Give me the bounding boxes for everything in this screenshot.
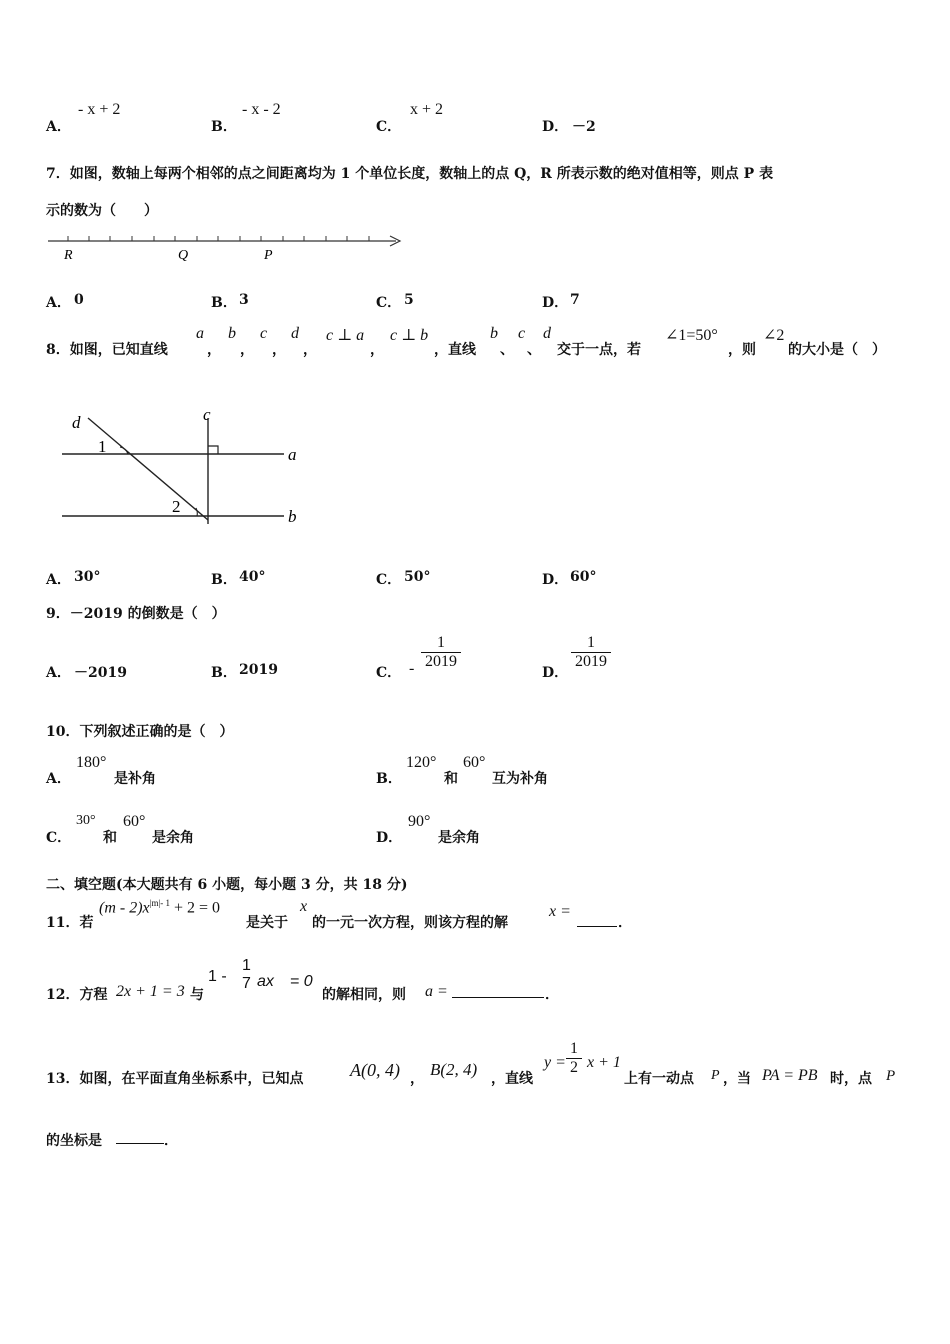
q13-line2: 的坐标是 xyxy=(46,1133,102,1149)
q12-eq2-denominator: 7 xyxy=(242,975,251,992)
q8-var-b2: b xyxy=(490,325,498,342)
q8-option-d-text: 60° xyxy=(570,569,597,585)
q10-option-b-and: 和 xyxy=(444,771,458,787)
q13-prefix: 13．如图，在平面直角坐标系中，已知点 xyxy=(46,1071,304,1087)
q8-comma-3: ， xyxy=(272,342,286,358)
q12-mid2: 的解相同，则 xyxy=(322,987,406,1003)
q12-var: a = xyxy=(425,983,448,1000)
q8-angle-2: ∠2 xyxy=(763,327,785,344)
axis-label-q: Q xyxy=(178,248,189,263)
q12-end: ． xyxy=(545,987,559,1003)
section-2-title: 二、填空题(本大题共有 6 小题，每小题 3 分，共 18 分) xyxy=(46,877,408,893)
q13-mid: ，直线 xyxy=(491,1071,533,1087)
q8-var-b: b xyxy=(228,325,236,342)
q13-condition: PA = PB xyxy=(762,1067,818,1084)
q7-option-c-text: 5 xyxy=(404,292,414,308)
q6-option-a-label: A． xyxy=(46,119,71,135)
q13-p-2: P xyxy=(886,1068,896,1084)
angle-1-arc xyxy=(120,447,128,454)
q8-option-c-text: 50° xyxy=(404,569,431,585)
q12-eq2-pre: 1 - xyxy=(208,968,227,985)
q13-answer-blank[interactable] xyxy=(116,1131,164,1144)
q6-option-d-label: D． xyxy=(542,119,569,135)
q10-option-b-math2: 60° xyxy=(463,754,486,771)
q6-option-b-label: B． xyxy=(211,119,237,135)
q7-stem-line2: 示的数为（ ） xyxy=(46,203,158,219)
q6-option-c-expr: x + 2 xyxy=(410,101,444,118)
q8-var-a: a xyxy=(196,325,204,342)
q12-eq2-post: ax = 0 xyxy=(257,973,313,990)
q11-prefix: 11．若 xyxy=(46,915,94,931)
q9-option-c-fraction xyxy=(421,634,461,671)
q6-option-c-label: C． xyxy=(376,119,402,135)
q13-p-1: P xyxy=(711,1068,720,1083)
q11-eq-rest: + 2 = 0 xyxy=(170,899,221,917)
q9-option-c-sign: - xyxy=(409,660,415,677)
q10-stem: 10．下列叙述正确的是（ ） xyxy=(46,724,234,740)
q11-mid: 是关于 xyxy=(246,915,288,931)
q9-d-numerator: 1 xyxy=(587,634,595,651)
number-line-figure xyxy=(44,228,406,268)
fig-label-a: a xyxy=(288,445,297,464)
q8-option-d-label: D． xyxy=(542,572,569,588)
q9-option-c-label: C． xyxy=(376,665,402,681)
q8-comma-5: ， xyxy=(370,342,384,358)
q8-comma-2: ， xyxy=(240,342,254,358)
q12-equation-1: 2x + 1 = 3 xyxy=(116,983,185,1000)
fig-label-2: 2 xyxy=(172,497,181,516)
axis-label-r: R xyxy=(64,248,73,263)
q7-option-c-label: C． xyxy=(376,295,402,311)
q9-c-numerator: 1 xyxy=(437,634,445,651)
axis-label-p: P xyxy=(264,248,273,263)
q11-eq-exponent: |m|- 1 xyxy=(149,898,170,908)
q13-point-a: A(0, 4) xyxy=(350,1060,400,1080)
q10-option-c-and: 和 xyxy=(103,830,117,846)
q9-option-a-label: A． xyxy=(46,665,71,681)
q13-line-denominator: 2 xyxy=(566,1058,582,1077)
q6-option-b-expr: - x - 2 xyxy=(242,101,281,118)
q7-option-d-label: D． xyxy=(542,295,569,311)
q10-option-c-math1: 30° xyxy=(76,813,96,828)
q9-option-a-text: －2019 xyxy=(74,665,127,681)
q8-stem-mid1: ，直线 xyxy=(434,342,476,358)
q11-answer-blank[interactable] xyxy=(577,914,617,927)
q7-stem-line1: 7．如图，数轴上每两个相邻的点之间距离均为 1 个单位长度，数轴上的点 Q，R 所表示数的绝对值相等，则点 P 表 xyxy=(46,166,774,182)
q11-var: x xyxy=(300,898,308,915)
q13-mid2: 上有一动点 xyxy=(624,1071,694,1087)
q8-perp-2: c ⊥ b xyxy=(390,327,429,344)
q7-option-b-text: 3 xyxy=(239,292,249,308)
q9-stem: 9．－2019 的倒数是（ ） xyxy=(46,606,226,622)
q9-option-d-fraction xyxy=(571,634,611,671)
q13-sep: ， xyxy=(410,1071,424,1087)
q8-option-b-label: B． xyxy=(211,572,237,588)
q9-option-d-label: D． xyxy=(542,665,569,681)
q10-option-c-math2: 60° xyxy=(123,813,146,830)
q9-d-denominator: 2019 xyxy=(571,652,611,671)
q10-option-b-label: B． xyxy=(376,771,402,787)
q11-answer-var: x = xyxy=(549,903,571,920)
q8-angle-1: ∠1=50° xyxy=(665,327,718,344)
q13-point-b: B(2, 4) xyxy=(430,1060,478,1079)
q12-prefix: 12．方程 xyxy=(46,987,108,1003)
q8-sep-2: 、 xyxy=(527,342,541,358)
q13-line-numerator: 1 xyxy=(570,1040,578,1057)
q10-option-c-text: 是余角 xyxy=(152,830,194,846)
q12-eq2-fraction xyxy=(238,957,255,993)
q6-option-d-text: －2 xyxy=(572,119,596,135)
right-angle-mark xyxy=(208,446,218,454)
q6-option-a-expr: - x + 2 xyxy=(78,101,121,118)
q13-mid3: ，当 xyxy=(723,1071,751,1087)
q12-answer-blank[interactable] xyxy=(452,985,544,998)
q7-option-b-label: B． xyxy=(211,295,237,311)
q9-option-b-text: 2019 xyxy=(239,662,278,678)
q10-option-d-label: D． xyxy=(376,830,403,846)
q10-option-d-math: 90° xyxy=(408,813,431,830)
fig-label-c: c xyxy=(203,405,211,424)
fig-label-b: b xyxy=(288,507,297,526)
parallel-lines-figure xyxy=(58,404,308,528)
q8-option-a-text: 30° xyxy=(74,569,101,585)
q8-var-d: d xyxy=(291,325,299,342)
q8-perp-1: c ⊥ a xyxy=(326,327,365,344)
q10-option-a-text: 是补角 xyxy=(114,771,156,787)
q13-line-y: y = xyxy=(544,1054,566,1071)
q8-sep-1: 、 xyxy=(500,342,514,358)
q10-option-b-math1: 120° xyxy=(406,754,437,771)
q12-eq2-numerator: 1 xyxy=(242,957,251,974)
q8-var-c: c xyxy=(260,325,268,342)
q8-stem-mid3: ，则 xyxy=(728,342,756,358)
q11-eq-main: (m - 2)x xyxy=(99,899,150,917)
q8-option-c-label: C． xyxy=(376,572,402,588)
fig-label-d: d xyxy=(72,413,81,432)
fig-label-1: 1 xyxy=(98,437,107,456)
q13-mid4: 时，点 xyxy=(830,1071,872,1087)
q8-stem-mid2: 交于一点，若 xyxy=(557,342,641,358)
q8-comma-4: ， xyxy=(303,342,317,358)
q8-var-c2: c xyxy=(518,325,526,342)
q11-equation xyxy=(99,898,220,917)
q7-option-d-text: 7 xyxy=(570,292,580,308)
q13-line-rest: x + 1 xyxy=(587,1054,621,1071)
q7-option-a-label: A． xyxy=(46,295,71,311)
q8-stem-suffix: 的大小是（ ） xyxy=(788,342,886,358)
q12-mid: 与 xyxy=(190,987,204,1003)
q8-var-d2: d xyxy=(543,325,551,342)
q10-option-c-label: C． xyxy=(46,830,72,846)
angle-2-arc xyxy=(196,508,197,516)
q10-option-a-label: A． xyxy=(46,771,71,787)
q9-c-denominator: 2019 xyxy=(421,652,461,671)
q13-line-fraction xyxy=(566,1040,582,1077)
q13-end: ． xyxy=(164,1133,178,1149)
q10-option-a-math: 180° xyxy=(76,754,107,771)
line-d xyxy=(88,418,208,520)
q8-comma-1: ， xyxy=(207,342,221,358)
q10-option-b-text: 互为补角 xyxy=(492,771,548,787)
q8-stem-prefix: 8．如图，已知直线 xyxy=(46,342,168,358)
q10-option-d-text: 是余角 xyxy=(438,830,480,846)
q8-option-b-text: 40° xyxy=(239,569,266,585)
q7-option-a-text: 0 xyxy=(74,292,84,308)
q11-end: ． xyxy=(618,915,632,931)
q9-option-b-label: B． xyxy=(211,665,237,681)
q8-option-a-label: A． xyxy=(46,572,71,588)
q11-mid2: 的一元一次方程，则该方程的解 xyxy=(312,915,508,931)
